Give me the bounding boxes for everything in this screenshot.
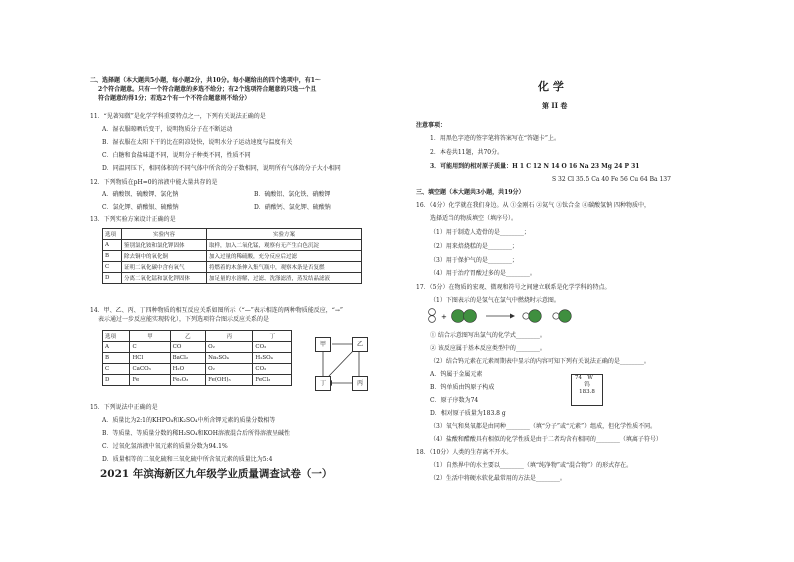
question-stem: 14．甲、乙、丙、丁四种物质的相互反应关系如图所示（“—”表示相连的两种物质能反应，“→” — [90, 307, 343, 314]
question-stem: 17．（5分）在物质的宏观、微观和符号之间建立联系是化学学科的特点。 — [416, 284, 611, 291]
table-cell: CO₂ — [253, 342, 292, 353]
table-row — [103, 364, 292, 375]
table-cell: FeCl₃ — [253, 375, 292, 386]
table-header: 丙 — [206, 331, 253, 342]
table-cell: C — [103, 262, 122, 273]
table-cell: O₂ — [206, 364, 253, 375]
table-cell: B — [103, 251, 122, 262]
fill-item: （4）用于治疗胃酸过多的是________。 — [430, 270, 536, 277]
question-stem: 12．下列物质在pH=0的溶液中能大量共存的是 — [90, 179, 218, 186]
fill-item: （1）自然界中的水主要以________（填“纯净物”或“混合物”）的形式存在。 — [430, 462, 633, 469]
chlorine-molecule — [452, 310, 477, 323]
node-jia: 甲 — [315, 337, 331, 352]
subject-title: 化 学 — [538, 80, 564, 93]
relation-diagram — [315, 336, 375, 394]
table-cell: 分离二氧化锰和氯化钾固体 — [122, 273, 207, 284]
table-cell: D — [103, 273, 122, 284]
table-row — [103, 251, 362, 262]
section3-title: 三、填空题（本大题共3小题，共19分） — [416, 189, 525, 196]
table-cell: 加足量的水溶解，过滤、洗涤滤渣，蒸发结晶滤液 — [207, 273, 362, 284]
fill-item: （3）用于保护气的是________； — [430, 257, 518, 264]
table-cell: CO₂ — [253, 364, 292, 375]
option: D．质量相等的二氧化硫和三氧化硫中所含氧元素的质量比为5:4 — [102, 456, 273, 463]
option: B．钨单质由钨原子构成 — [430, 384, 495, 391]
element-symbol: W — [587, 375, 593, 381]
question-stem: 16．（4分）化学就在我们身边。从 ①金刚石 ②氦气 ③钛合金 ④碳酸氢钠 四种物质中， — [416, 202, 650, 209]
hcl-molecule — [523, 310, 542, 323]
table-header: 甲 — [130, 331, 170, 342]
option: D．相对原子质量为183.8 g — [430, 410, 506, 417]
sub-question: （1）下图表示的是氢气在氯气中燃烧时示意图。 — [430, 297, 560, 304]
reaction-diagram — [426, 306, 596, 328]
hcl-molecule — [553, 310, 572, 323]
question-stem: 13．下列实验方案设计正确的是 — [90, 216, 176, 223]
question-stem: 表示通过一步反应能实现转化），下列选项符合图示反应关系的是 — [98, 316, 270, 323]
note-item: S 32 Cl 35.5 Ca 40 Fe 56 Cu 64 Ba 137 — [552, 176, 671, 183]
option: C．原子序数为74 — [430, 397, 479, 404]
table-cell: 取样，加入二氧化锰，观察有无产生白色沉淀 — [207, 240, 362, 251]
table-header: 实验内容 — [122, 229, 207, 240]
table-cell: Fe(OH)₃ — [206, 375, 253, 386]
q13-table — [102, 228, 362, 284]
table-header: 乙 — [170, 331, 206, 342]
sub-question: （3）氧气和臭氧都是由同种________（填“分子”或“元素”）组成，但化学性质不同。 — [430, 423, 657, 430]
option: D．硝酸钙、氯化钾、硫酸钠 — [254, 204, 331, 211]
table-cell: B — [103, 353, 130, 364]
volume-title: 第 II 卷 — [542, 101, 568, 110]
question-stem: 18．（10分）人类的生存离不开水。 — [416, 449, 513, 456]
svg-text:+: + — [441, 313, 447, 321]
table-cell: 证明二氧化碳中含有氧气 — [122, 262, 207, 273]
table-cell: Fe₂O₃ — [170, 375, 206, 386]
table-row — [103, 273, 362, 284]
section2-header-line: 2个符合题意。只有一个符合题意的多选不给分；有2个选项符合题意的只选一个且 — [98, 86, 317, 93]
table-header: 选项 — [103, 331, 130, 342]
table-header-row — [103, 229, 362, 240]
section2-header-line: 二、选择题（本大题共5小题，每小题2分，共10分。每小题给出的四个选项中，有1～ — [90, 77, 321, 84]
fill-item: ① 结合示意图写出氯气的化学式________。 — [430, 332, 546, 339]
element-card-tungsten — [571, 374, 603, 406]
option: A．硝酸钡、硫酸钾、氯化钠 — [102, 191, 179, 198]
table-header: 丁 — [253, 331, 292, 342]
arrow-icon — [486, 314, 515, 319]
table-cell: Fe — [130, 375, 170, 386]
table-row — [103, 353, 292, 364]
option: A．质量比为2:1的KHPO₄和K₂SO₄中所含钾元素的质量分数相等 — [102, 417, 276, 424]
table-row — [103, 240, 362, 251]
table-cell: H₂O — [170, 364, 206, 375]
fill-item: （2）用来焙烧糕的是________； — [430, 243, 518, 250]
option: A．钨属于金属元素 — [430, 371, 483, 378]
element-name: 钨 — [584, 382, 590, 388]
table-cell: BaCl₂ — [170, 353, 206, 364]
section2-header-line: 符合题意的得1分；若选2个有一个不符合题意则不给分） — [98, 95, 251, 102]
table-row — [103, 262, 362, 273]
element-mass: 183.8 — [579, 389, 595, 395]
node-bing: 丙 — [352, 376, 368, 391]
question-stem: 11．“见著知微”是化学学科重要特点之一，下列有关说法正确的是 — [90, 113, 266, 120]
option: C．过氧化氢溶液中氧元素的质量分数为94.1% — [102, 443, 228, 450]
table-header: 实验方案 — [207, 229, 362, 240]
hydrogen-molecule — [429, 309, 436, 323]
option: B．等质量、等质量分数的稀H₂SO₄和KOH溶液混合后所得溶液呈碱性 — [102, 430, 290, 437]
table-cell: D — [103, 375, 130, 386]
sub-question: （2）结合钨元素在元素周期表中显示的内容可知下列有关说法正确的是________。 — [430, 358, 650, 365]
table-header-row — [103, 331, 292, 342]
table-row — [103, 342, 292, 353]
fill-item: ② 该反应属于基本反应类型中的________。 — [430, 345, 546, 352]
element-number: 74 — [575, 375, 582, 381]
table-cell: CO — [170, 342, 206, 353]
option: C．氯化钾、硝酸银、硫酸钠 — [102, 204, 179, 211]
node-yi: 乙 — [352, 337, 368, 352]
table-cell: CaCO₃ — [130, 364, 170, 375]
option: C．白糖和食盐味道不同，说明分子种类不同，性质不同 — [102, 152, 251, 159]
note-item: 3．可能用到的相对原子质量：H 1 C 12 N 14 O 16 Na 23 Mg 24 P 31 — [430, 163, 640, 170]
table-cell: 除去铜中的氧化铜 — [122, 251, 207, 262]
note-item: 1．用黑色字迹的签字笔将答案写在“答题卡”上。 — [430, 135, 560, 142]
fill-item: （2）生活中将硬水软化最常用的方法是________。 — [430, 475, 566, 482]
note-item: 2．本卷共11题，共70分。 — [430, 149, 504, 156]
table-cell: O₂ — [206, 342, 253, 353]
table-cell: HCl — [130, 353, 170, 364]
exam-title: 2021 年滨海新区九年级学业质量调查试卷（一） — [100, 468, 333, 480]
q14-table — [102, 330, 292, 386]
table-cell: A — [103, 240, 122, 251]
option: D．同温同压下，相同体积的不同气体中所含的分子数相同，说明所有气体的分子大小相同 — [102, 165, 341, 172]
table-cell: 鉴别氯化铵和氯化钾固体 — [122, 240, 207, 251]
fill-item: （1）用于制造人造骨的是________； — [430, 229, 530, 236]
notes-title: 注意事项： — [416, 122, 447, 129]
table-cell: 将燃着的木条伸入集气瓶中，观察木条是否复燃 — [207, 262, 362, 273]
table-cell: C — [103, 364, 130, 375]
option: B．硫酸铝、氯化铁、硝酸钾 — [254, 191, 331, 198]
table-row — [103, 375, 292, 386]
table-cell: H₂SO₄ — [253, 353, 292, 364]
question-stem: 选择适当的物质填空（填序号）。 — [430, 215, 518, 222]
table-cell: C — [130, 342, 170, 353]
question-stem: 15．下列说法中正确的是 — [90, 404, 158, 411]
option: B．湿衣服在太阳下干的比在阴凉处快，说明水分子运动速度与温度有关 — [102, 139, 293, 146]
table-cell: A — [103, 342, 130, 353]
table-cell: Na₂SO₄ — [206, 353, 253, 364]
table-header: 选项 — [103, 229, 122, 240]
table-cell: 加入过量的稀硫酸，充分反应后过滤 — [207, 251, 362, 262]
sub-question: （4）盐酸和醋酸具有相似的化学性质是由于二者均含有相同的________（填离子符号） — [430, 436, 662, 443]
option: A．湿衣服晾晒后变干，说明物质分子在不断运动 — [102, 126, 233, 133]
node-ding: 丁 — [315, 376, 331, 391]
